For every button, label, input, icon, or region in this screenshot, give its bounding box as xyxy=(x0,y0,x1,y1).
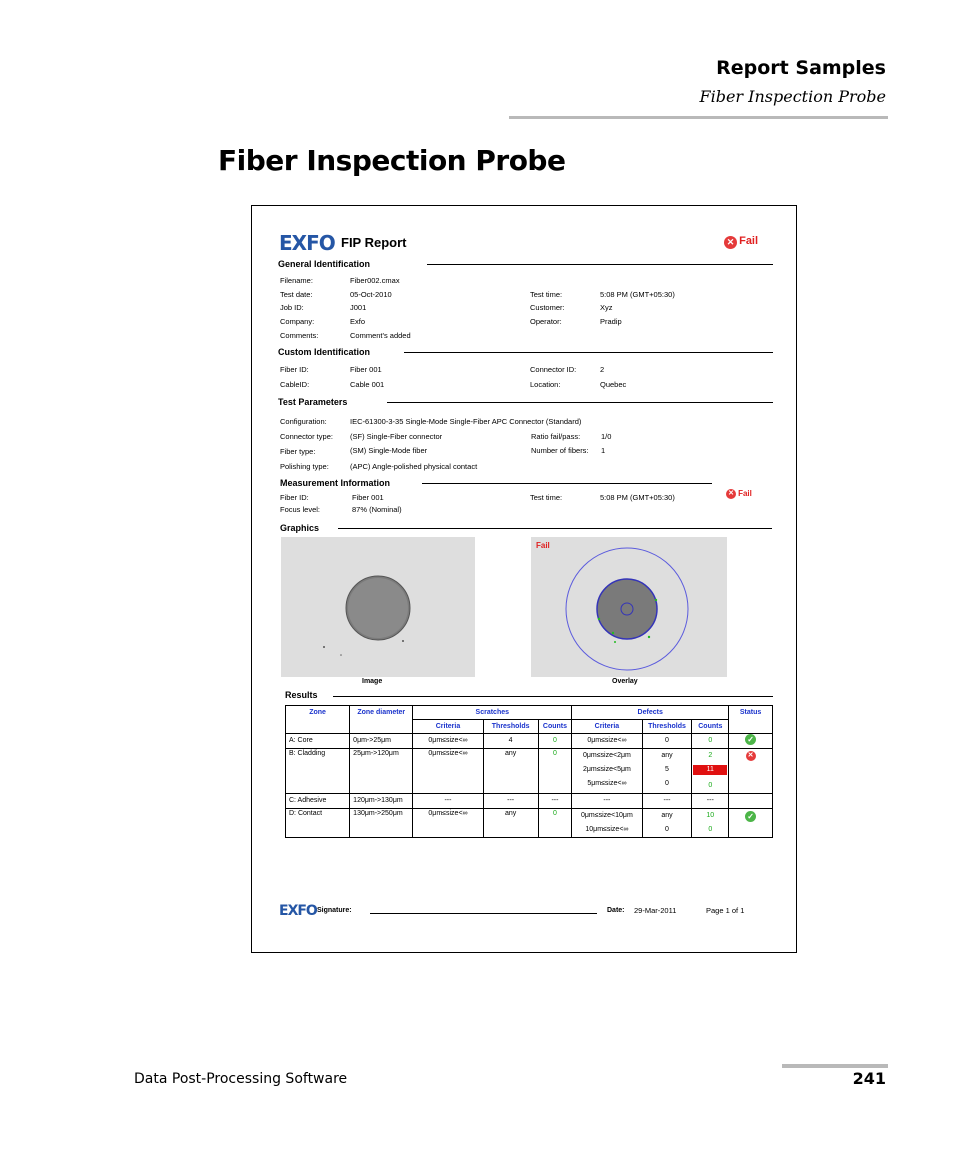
zone-cell: C: Adhesive xyxy=(286,794,350,809)
date-value: 29-Mar-2011 xyxy=(634,906,677,915)
section-rule xyxy=(387,402,773,403)
status-cell xyxy=(729,749,773,794)
fiber-image xyxy=(281,537,475,677)
table-row xyxy=(286,809,773,838)
col-scratches: Scratches xyxy=(413,706,572,720)
status-cell xyxy=(729,809,773,838)
overlay-caption: Overlay xyxy=(612,678,638,685)
label: Fiber ID: xyxy=(280,493,309,502)
criteria-line: 5μm≤size<∞ xyxy=(587,780,627,787)
customer-value: Xyz xyxy=(600,303,613,312)
report-title: FIP Report xyxy=(341,235,407,250)
criteria-line: 10μm≤size<∞ xyxy=(585,826,629,833)
cable-id-value: Cable 001 xyxy=(350,380,385,389)
table-row xyxy=(286,734,773,749)
col-scratch-thresholds: Thresholds xyxy=(483,720,538,734)
fiber-overlay xyxy=(531,537,727,677)
section-title: Report Samples xyxy=(716,57,886,79)
count-line: 0 xyxy=(708,826,713,833)
col-status: Status xyxy=(729,706,773,734)
count-line: 0 xyxy=(708,782,713,789)
image-caption: Image xyxy=(362,678,383,685)
defect-criteria-cell: 0μm≤size<∞ xyxy=(572,734,642,749)
defect-criteria-cell xyxy=(572,749,642,794)
scratch-threshold-cell: any xyxy=(483,809,538,838)
zone-cell: D: Contact xyxy=(286,809,350,838)
header-rule xyxy=(509,116,888,119)
label: Test time: xyxy=(530,290,563,299)
fail-icon: ✕ xyxy=(724,236,737,249)
threshold-line: 0 xyxy=(665,826,669,833)
fiber-id-value: Fiber 001 xyxy=(350,365,382,374)
page-title: Fiber Inspection Probe xyxy=(218,144,566,177)
comments-value: Comment's added xyxy=(350,331,411,340)
label: Customer: xyxy=(530,303,565,312)
location-value: Quebec xyxy=(600,380,627,389)
test-time-value: 5:08 PM (GMT+05:30) xyxy=(600,290,675,299)
label: Company: xyxy=(280,317,315,326)
footer-doc-name: Data Post-Processing Software xyxy=(134,1071,348,1087)
status-cell xyxy=(729,794,773,809)
graphics-heading: Graphics xyxy=(280,523,320,533)
custom-heading: Custom Identification xyxy=(278,347,370,357)
scratch-threshold-cell: any xyxy=(483,749,538,794)
configuration-value: IEC-61300-3-35 Single-Mode Single-Fiber APC Connector (Standard) xyxy=(350,417,582,426)
label: Ratio fail/pass: xyxy=(531,432,581,441)
connector-id-value: 2 xyxy=(600,365,605,374)
status-cell xyxy=(729,734,773,749)
job-id-value: J001 xyxy=(350,303,367,312)
fail-icon: ✕ xyxy=(726,489,736,499)
defect-criteria-cell xyxy=(572,809,642,838)
scratch-count-cell: 0 xyxy=(538,749,572,794)
defect-count-cell: 0 xyxy=(692,734,729,749)
scratch-threshold-cell: --- xyxy=(483,794,538,809)
page-number: 241 xyxy=(852,1069,886,1088)
exfo-logo-small: EXFO xyxy=(279,903,317,919)
threshold-line: any xyxy=(661,812,673,819)
diameter-cell: 130μm->250μm xyxy=(350,809,413,838)
zone-cell: A: Core xyxy=(286,734,350,749)
label: CableID: xyxy=(280,380,310,389)
defect-threshold-cell: 0 xyxy=(642,734,692,749)
test-date-value: 05-Oct-2010 xyxy=(350,290,392,299)
pass-icon: ✓ xyxy=(745,734,756,745)
fip-report xyxy=(251,205,797,953)
label: Test date: xyxy=(280,290,313,299)
scratch-count-cell: 0 xyxy=(538,809,572,838)
scratch-threshold-cell: 4 xyxy=(483,734,538,749)
label: Polishing type: xyxy=(280,462,329,471)
diameter-cell: 25μm->120μm xyxy=(350,749,413,794)
col-scratch-criteria: Criteria xyxy=(413,720,483,734)
diameter-cell: 120μm->130μm xyxy=(350,794,413,809)
general-heading: General Identification xyxy=(278,259,371,269)
col-defect-thresholds: Thresholds xyxy=(642,720,692,734)
results-heading: Results xyxy=(285,690,318,700)
defect-threshold-cell: --- xyxy=(642,794,692,809)
defect-threshold-cell xyxy=(642,749,692,794)
operator-value: Pradip xyxy=(600,317,622,326)
page-of-page: Page 1 of 1 xyxy=(706,906,745,915)
scratch-count-cell: --- xyxy=(538,794,572,809)
col-defects: Defects xyxy=(572,706,729,720)
fiber-type-value: (SM) Single-Mode fiber xyxy=(350,446,428,455)
measurement-time-value: 5:08 PM (GMT+05:30) xyxy=(600,493,675,502)
table-row xyxy=(286,749,773,794)
scratch-criteria-cell: --- xyxy=(413,794,483,809)
section-rule xyxy=(338,528,772,529)
params-heading: Test Parameters xyxy=(278,397,348,407)
label: Connector type: xyxy=(280,432,333,441)
signature-label: Signature: xyxy=(317,907,352,914)
ratio-value: 1/0 xyxy=(601,432,612,441)
table-row xyxy=(286,794,773,809)
label: Focus level: xyxy=(280,505,321,514)
col-zone: Zone xyxy=(286,706,350,734)
threshold-line: 0 xyxy=(665,780,669,787)
signature-line xyxy=(370,913,597,914)
connector-type-value: (SF) Single-Fiber connector xyxy=(350,432,443,441)
fail-icon: ✕ xyxy=(746,751,756,761)
measurement-fiber-value: Fiber 001 xyxy=(352,493,384,502)
overlay-fail-tag: Fail xyxy=(536,541,550,550)
threshold-line: 5 xyxy=(665,766,669,773)
num-fibers-value: 1 xyxy=(601,446,606,455)
count-line: 10 xyxy=(706,812,715,819)
label: Fiber type: xyxy=(280,447,316,456)
threshold-line: any xyxy=(661,752,673,759)
scratch-criteria-cell: 0μm≤size<∞ xyxy=(413,809,483,838)
measurement-heading: Measurement Information xyxy=(280,478,391,488)
col-scratch-counts: Counts xyxy=(538,720,572,734)
label: Fiber ID: xyxy=(280,365,309,374)
company-value: Exfo xyxy=(350,317,366,326)
footer-rule xyxy=(782,1064,888,1068)
section-subtitle: Fiber Inspection Probe xyxy=(699,87,886,106)
section-rule xyxy=(427,264,773,265)
defect-count-cell: --- xyxy=(692,794,729,809)
defect-count-cell xyxy=(692,809,729,838)
pass-icon: ✓ xyxy=(745,811,756,822)
date-label: Date: xyxy=(607,907,625,914)
scratch-criteria-cell: 0μm≤size<∞ xyxy=(413,734,483,749)
label: Configuration: xyxy=(280,417,327,426)
defect-count-cell xyxy=(692,749,729,794)
defect-criteria-cell: --- xyxy=(572,794,642,809)
label: Comments: xyxy=(280,331,319,340)
focus-level-value: 87% (Nominal) xyxy=(352,505,402,514)
section-rule xyxy=(422,483,712,484)
scratch-criteria-cell: 0μm≤size<∞ xyxy=(413,749,483,794)
label: Filename: xyxy=(280,276,313,285)
criteria-line: 0μm≤size<10μm xyxy=(581,812,633,819)
label: Number of fibers: xyxy=(531,446,589,455)
measurement-status: ✕ Fail xyxy=(726,489,752,499)
count-line-exceeded: 11 xyxy=(693,765,727,775)
defect-threshold-cell xyxy=(642,809,692,838)
col-defect-counts: Counts xyxy=(692,720,729,734)
criteria-line: 2μm≤size<5μm xyxy=(582,766,631,773)
zone-cell: B: Cladding xyxy=(286,749,350,794)
fiber-image-graphic xyxy=(281,537,475,677)
col-zone-diameter: Zone diameter xyxy=(350,706,413,734)
label: Location: xyxy=(530,380,561,389)
report-status: ✕ Fail xyxy=(724,235,758,249)
fiber-overlay-graphic xyxy=(531,537,727,677)
exfo-logo: EXFO xyxy=(279,231,335,255)
section-rule xyxy=(333,696,773,697)
scratch-count-cell: 0 xyxy=(538,734,572,749)
diameter-cell: 0μm->25μm xyxy=(350,734,413,749)
label: Test time: xyxy=(530,493,563,502)
criteria-line: 0μm≤size<2μm xyxy=(582,752,631,759)
label: Connector ID: xyxy=(530,365,577,374)
polishing-type-value: (APC) Angle-polished physical contact xyxy=(350,462,478,471)
col-defect-criteria: Criteria xyxy=(572,720,642,734)
section-rule xyxy=(404,352,773,353)
filename-value: Fiber002.cmax xyxy=(350,276,400,285)
count-line: 2 xyxy=(708,752,713,759)
results-table xyxy=(285,705,773,838)
label: Job ID: xyxy=(280,303,304,312)
label: Operator: xyxy=(530,317,562,326)
